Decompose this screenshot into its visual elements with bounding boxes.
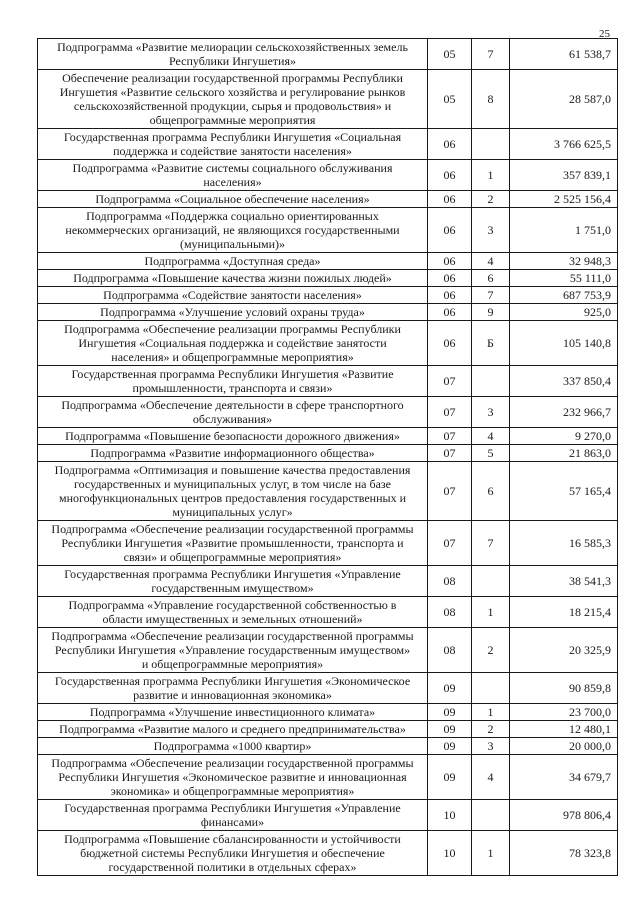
subprogram-code-cell: 7 (472, 287, 510, 304)
subprogram-code-cell: 2 (472, 628, 510, 673)
amount-cell: 20 000,0 (510, 738, 618, 755)
program-name-cell: Подпрограмма «Развитие мелиорации сельскохозяйственных земель Республики Ингушетия» (38, 39, 428, 70)
subprogram-code-cell: Б (472, 321, 510, 366)
program-code-cell: 05 (428, 70, 472, 129)
subprogram-code-cell: 4 (472, 755, 510, 800)
amount-cell: 9 270,0 (510, 428, 618, 445)
subprogram-code-cell: 4 (472, 428, 510, 445)
program-name-cell: Государственная программа Республики Ингушетия «Управление государственным имуществом» (38, 566, 428, 597)
program-name-cell: Подпрограмма «Управление государственной собственностью в области имущественных и земельных отношений» (38, 597, 428, 628)
amount-cell: 34 679,7 (510, 755, 618, 800)
program-code-cell: 09 (428, 704, 472, 721)
amount-cell: 978 806,4 (510, 800, 618, 831)
table-row (38, 70, 618, 129)
budget-table-body (38, 39, 618, 876)
program-code-cell: 07 (428, 445, 472, 462)
table-row (38, 721, 618, 738)
program-code-cell: 09 (428, 673, 472, 704)
table-row (38, 800, 618, 831)
subprogram-code-cell: 6 (472, 270, 510, 287)
amount-cell: 28 587,0 (510, 70, 618, 129)
amount-cell: 78 323,8 (510, 831, 618, 876)
program-name-cell: Подпрограмма «Развитие системы социального обслуживания населения» (38, 160, 428, 191)
subprogram-code-cell: 1 (472, 831, 510, 876)
budget-table (37, 38, 618, 876)
subprogram-code-cell (472, 673, 510, 704)
amount-cell: 16 585,3 (510, 521, 618, 566)
program-code-cell: 07 (428, 521, 472, 566)
program-code-cell: 06 (428, 208, 472, 253)
table-row (38, 39, 618, 70)
subprogram-code-cell: 6 (472, 462, 510, 521)
table-row (38, 160, 618, 191)
program-name-cell: Подпрограмма «Социальное обеспечение населения» (38, 191, 428, 208)
program-name-cell: Подпрограмма «Обеспечение реализации государственной программы Республики Ингушетия «Развитие промышленности, транспорта и связи» и общепрограммные мероприятия» (38, 521, 428, 566)
program-name-cell: Государственная программа Республики Ингушетия «Социальная поддержка и содействие занятости населения» (38, 129, 428, 160)
program-code-cell: 06 (428, 270, 472, 287)
table-row (38, 208, 618, 253)
amount-cell: 105 140,8 (510, 321, 618, 366)
table-row (38, 428, 618, 445)
table-row (38, 628, 618, 673)
amount-cell: 18 215,4 (510, 597, 618, 628)
subprogram-code-cell (472, 129, 510, 160)
program-name-cell: Подпрограмма «Содействие занятости населения» (38, 287, 428, 304)
table-row (38, 521, 618, 566)
program-code-cell: 06 (428, 304, 472, 321)
subprogram-code-cell: 5 (472, 445, 510, 462)
table-row (38, 366, 618, 397)
amount-cell: 3 766 625,5 (510, 129, 618, 160)
program-name-cell: Подпрограмма «Оптимизация и повышение качества предоставления государственных и муниципальных услуг, в том числе на базе многофункциональных центров предоставления государственных и муниципальных услуг» (38, 462, 428, 521)
subprogram-code-cell (472, 800, 510, 831)
program-code-cell: 09 (428, 721, 472, 738)
program-name-cell: Подпрограмма «Повышение безопасности дорожного движения» (38, 428, 428, 445)
table-row (38, 673, 618, 704)
table-row (38, 831, 618, 876)
program-code-cell: 06 (428, 287, 472, 304)
table-row (38, 704, 618, 721)
program-code-cell: 09 (428, 738, 472, 755)
program-code-cell: 07 (428, 366, 472, 397)
program-code-cell: 06 (428, 129, 472, 160)
program-code-cell: 07 (428, 462, 472, 521)
table-row (38, 287, 618, 304)
amount-cell: 357 839,1 (510, 160, 618, 191)
program-code-cell: 06 (428, 321, 472, 366)
program-name-cell: Государственная программа Республики Ингушетия «Экономическое развитие и инновационная экономика» (38, 673, 428, 704)
program-name-cell: Подпрограмма «Обеспечение деятельности в сфере транспортного обслуживания» (38, 397, 428, 428)
table-row (38, 270, 618, 287)
program-code-cell: 10 (428, 800, 472, 831)
program-name-cell: Подпрограмма «Улучшение инвестиционного климата» (38, 704, 428, 721)
subprogram-code-cell: 2 (472, 721, 510, 738)
subprogram-code-cell: 1 (472, 704, 510, 721)
program-code-cell: 08 (428, 566, 472, 597)
program-code-cell: 06 (428, 253, 472, 270)
table-row (38, 304, 618, 321)
program-name-cell: Подпрограмма «Улучшение условий охраны труда» (38, 304, 428, 321)
table-row (38, 397, 618, 428)
program-name-cell: Государственная программа Республики Ингушетия «Развитие промышленности, транспорта и связи» (38, 366, 428, 397)
table-row (38, 597, 618, 628)
table-row (38, 191, 618, 208)
program-name-cell: Подпрограмма «Обеспечение реализации программы Республики Ингушетия «Социальная поддержка и содействие занятости населения» и общепрограммные мероприятия» (38, 321, 428, 366)
program-name-cell: Подпрограмма «Доступная среда» (38, 253, 428, 270)
amount-cell: 55 111,0 (510, 270, 618, 287)
subprogram-code-cell: 4 (472, 253, 510, 270)
subprogram-code-cell: 3 (472, 738, 510, 755)
program-code-cell: 08 (428, 597, 472, 628)
table-row (38, 129, 618, 160)
table-row (38, 445, 618, 462)
program-code-cell: 08 (428, 628, 472, 673)
amount-cell: 23 700,0 (510, 704, 618, 721)
table-row (38, 253, 618, 270)
page-number: 25 (599, 28, 610, 40)
table-row (38, 755, 618, 800)
program-name-cell: Подпрограмма «Развитие малого и среднего предпринимательства» (38, 721, 428, 738)
program-code-cell: 06 (428, 160, 472, 191)
table-row (38, 321, 618, 366)
subprogram-code-cell: 8 (472, 70, 510, 129)
amount-cell: 1 751,0 (510, 208, 618, 253)
amount-cell: 232 966,7 (510, 397, 618, 428)
subprogram-code-cell (472, 566, 510, 597)
amount-cell: 20 325,9 (510, 628, 618, 673)
amount-cell: 90 859,8 (510, 673, 618, 704)
amount-cell: 2 525 156,4 (510, 191, 618, 208)
program-name-cell: Подпрограмма «1000 квартир» (38, 738, 428, 755)
program-name-cell: Подпрограмма «Повышение сбалансированности и устойчивости бюджетной системы Республики Ингушетия и обеспечение государственной политики в отдельных сферах» (38, 831, 428, 876)
subprogram-code-cell (472, 366, 510, 397)
subprogram-code-cell: 3 (472, 397, 510, 428)
table-row (38, 462, 618, 521)
program-name-cell: Подпрограмма «Повышение качества жизни пожилых людей» (38, 270, 428, 287)
program-name-cell: Подпрограмма «Обеспечение реализации государственной программы Республики Ингушетия «Управление государственным имуществом» и общепрограммные мероприятия» (38, 628, 428, 673)
program-code-cell: 09 (428, 755, 472, 800)
amount-cell: 21 863,0 (510, 445, 618, 462)
amount-cell: 925,0 (510, 304, 618, 321)
program-code-cell: 07 (428, 397, 472, 428)
amount-cell: 337 850,4 (510, 366, 618, 397)
amount-cell: 57 165,4 (510, 462, 618, 521)
table-row (38, 566, 618, 597)
amount-cell: 12 480,1 (510, 721, 618, 738)
program-code-cell: 05 (428, 39, 472, 70)
amount-cell: 38 541,3 (510, 566, 618, 597)
amount-cell: 61 538,7 (510, 39, 618, 70)
program-name-cell: Подпрограмма «Обеспечение реализации государственной программы Республики Ингушетия «Экономическое развитие и инновационная экономика» и общепрограммные мероприятия» (38, 755, 428, 800)
subprogram-code-cell: 1 (472, 597, 510, 628)
subprogram-code-cell: 7 (472, 521, 510, 566)
program-code-cell: 07 (428, 428, 472, 445)
subprogram-code-cell: 1 (472, 160, 510, 191)
program-code-cell: 06 (428, 191, 472, 208)
table-row (38, 738, 618, 755)
subprogram-code-cell: 2 (472, 191, 510, 208)
amount-cell: 32 948,3 (510, 253, 618, 270)
program-name-cell: Подпрограмма «Поддержка социально ориентированных некоммерческих организаций, не являющихся государственными (муниципальными)» (38, 208, 428, 253)
program-name-cell: Государственная программа Республики Ингушетия «Управление финансами» (38, 800, 428, 831)
program-name-cell: Обеспечение реализации государственной программы Республики Ингушетия «Развитие сельского хозяйства и регулирование рынков сельскохозяйственной продукции, сырья и продовольствия» и общепрограммные мероприятия (38, 70, 428, 129)
program-name-cell: Подпрограмма «Развитие информационного общества» (38, 445, 428, 462)
amount-cell: 687 753,9 (510, 287, 618, 304)
subprogram-code-cell: 9 (472, 304, 510, 321)
subprogram-code-cell: 3 (472, 208, 510, 253)
program-code-cell: 10 (428, 831, 472, 876)
subprogram-code-cell: 7 (472, 39, 510, 70)
